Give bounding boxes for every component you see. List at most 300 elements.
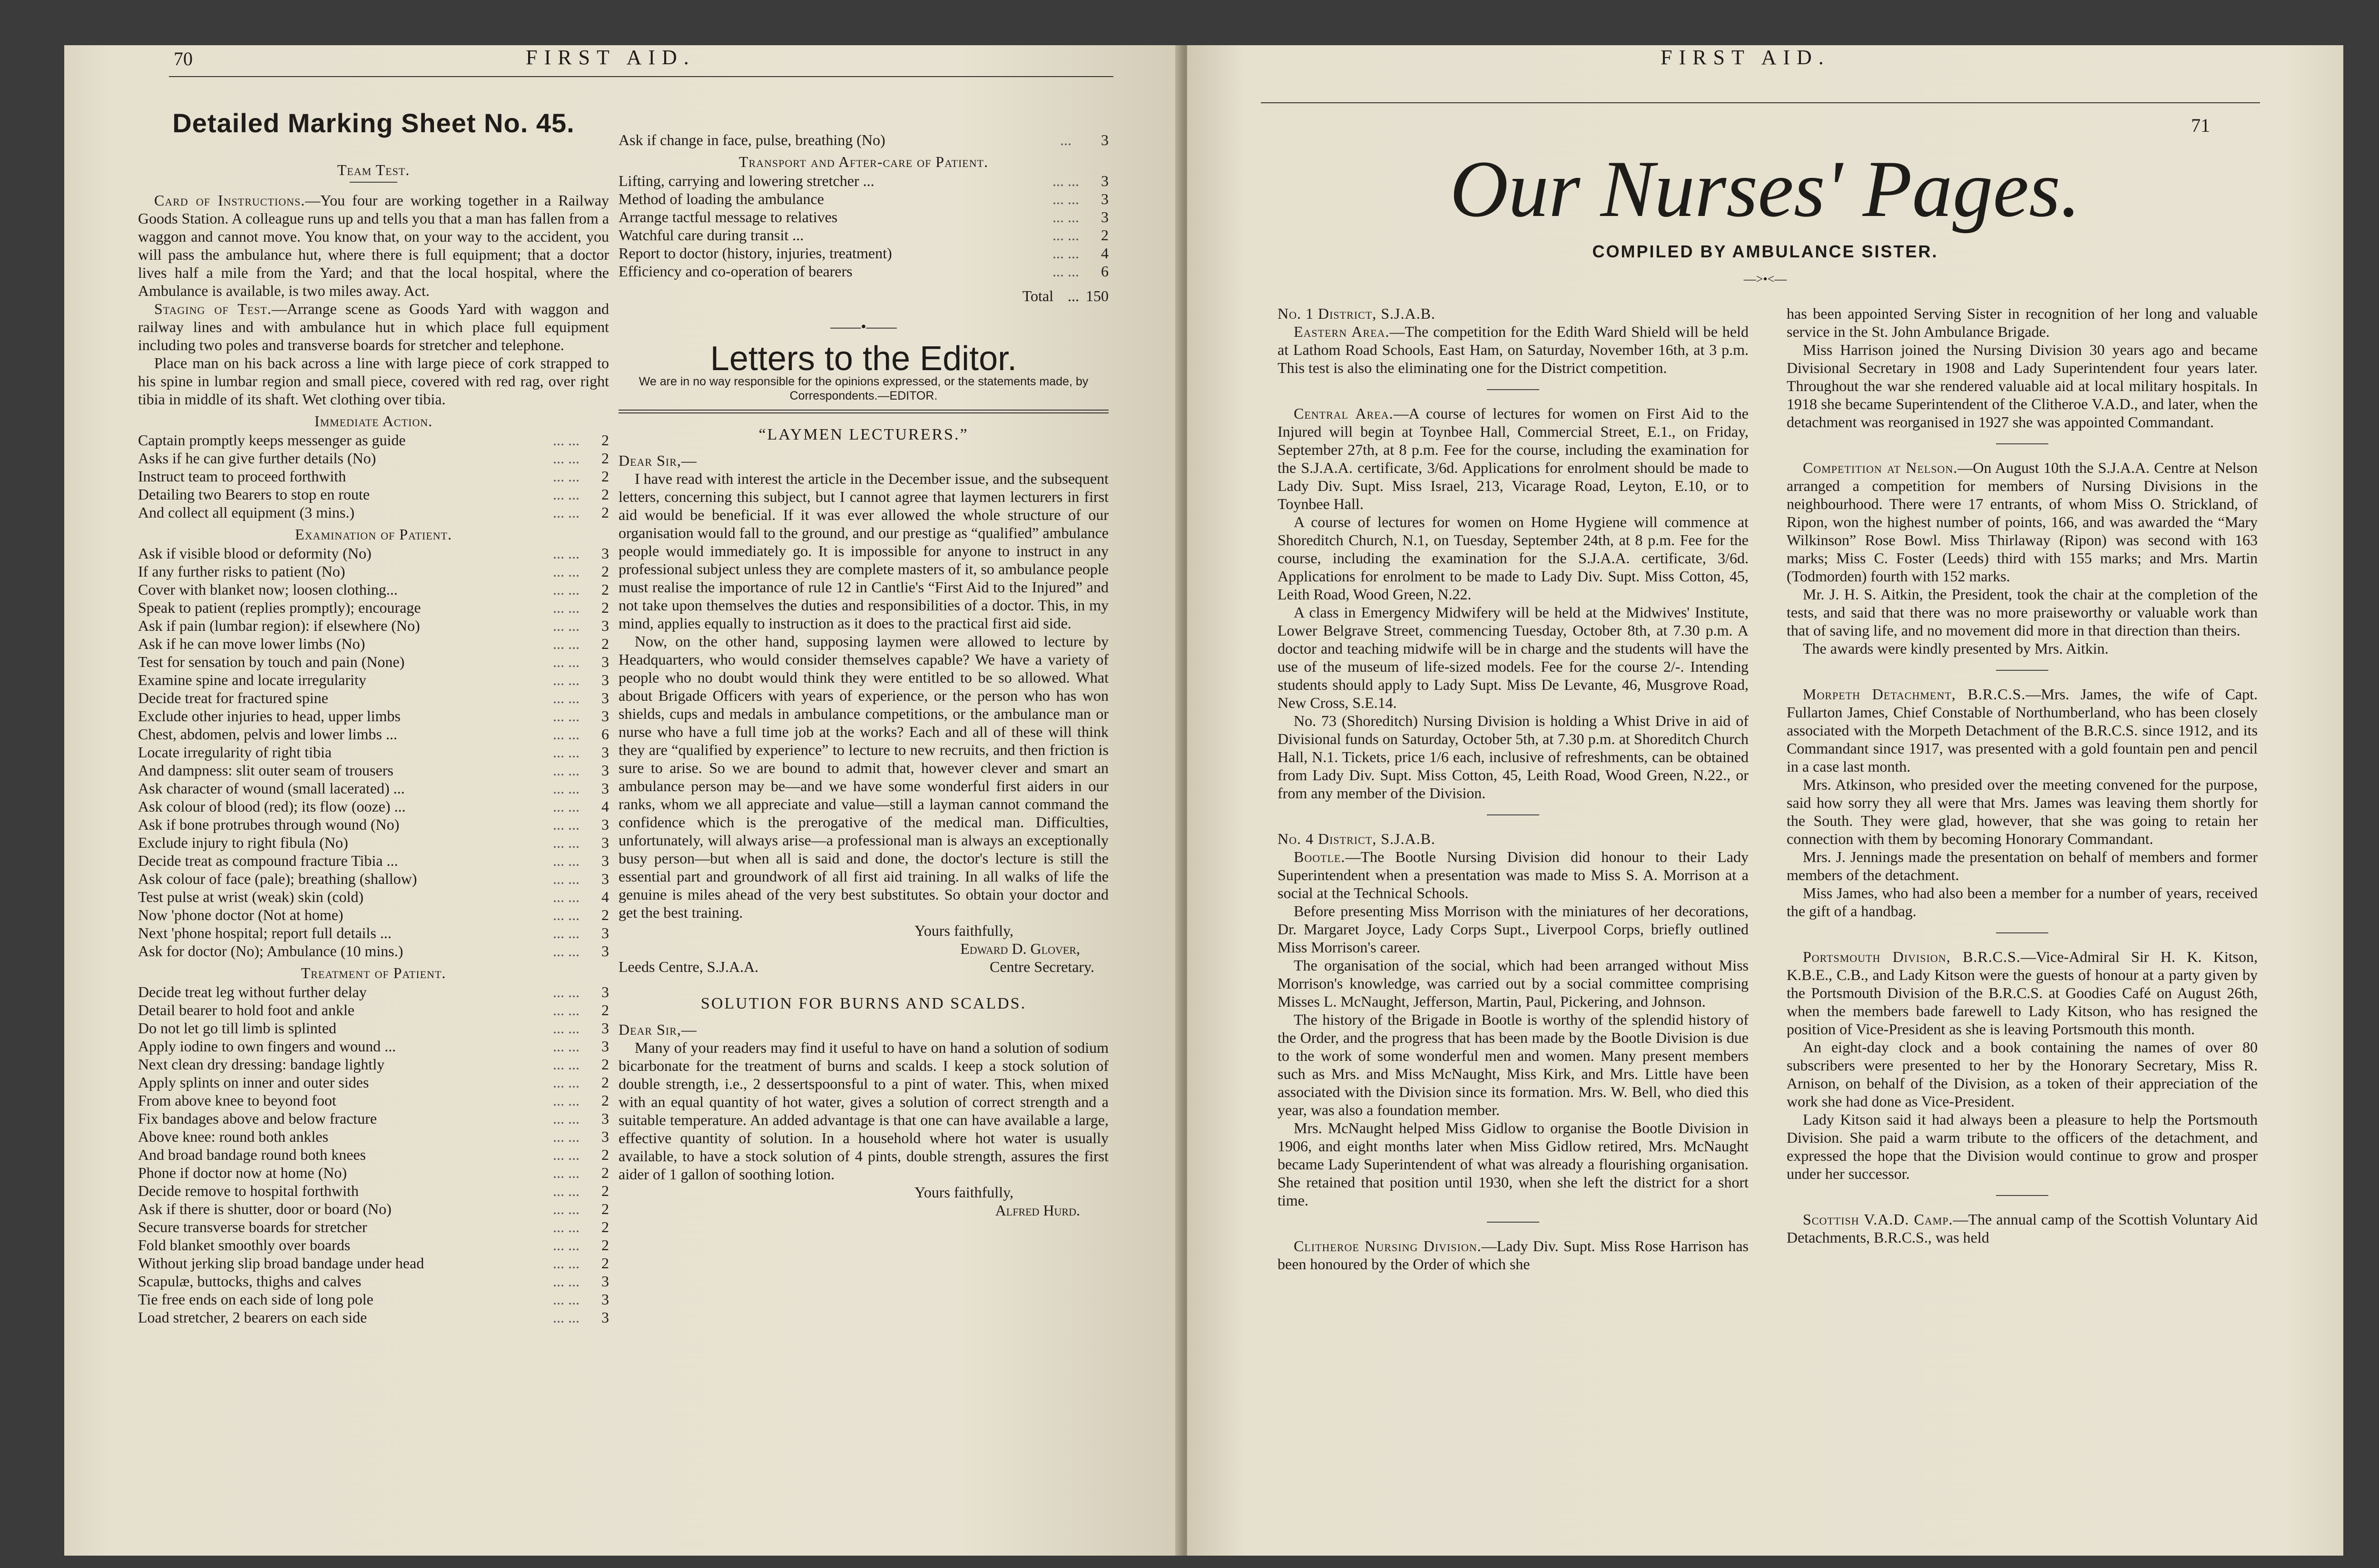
row-points: 2 xyxy=(601,635,609,652)
row-leader: ... ... xyxy=(553,689,580,706)
marking-row xyxy=(138,1001,609,1019)
transport-rows xyxy=(619,172,1109,280)
marking-row xyxy=(619,172,1109,190)
district4-heading: No. 4 District, S.J.A.B. xyxy=(1278,830,1435,847)
marking-row xyxy=(138,1164,609,1182)
harrison-paragraph: Miss Harrison joined the Nursing Division 30 years ago and became Divisional Secretary in 1908 and Lady Superintendent four years later. Throughout the war she rendered valuable aid at local military hospitals. In 1918 she became Superintendent of the Clitheroe V.A.D., and later, when the detachment was reorganised in 1927 she was appointed Commandant. xyxy=(1787,341,2258,431)
row-label: Decide treat as compound fracture Tibia ... xyxy=(138,852,398,869)
sheet-title: Detailed Marking Sheet No. 45. xyxy=(172,108,575,138)
row-leader: ... ... xyxy=(1052,226,1079,244)
row-label: And dampness: slit outer seam of trousers xyxy=(138,762,393,779)
row-leader: ... ... xyxy=(553,1146,580,1163)
row-points: 3 xyxy=(601,780,609,797)
letter1-paragraph: Now, on the other hand, supposing laymen were allowed to lecture by Headquarters, who would consider themselves capable? We have a variety of people who no doubt would think they were entitled to be so allowed. What about Brigade Officers with years of experience, or the person who has won shields, cups and medals in ambulance competitions, or the ambulance man or nurse who have a full time job at the works? Each and all of these will think they are “qualified by experience” to lecture to new recruits, and then friction is sure to arise. So we are bound to admit that, however clever and smart an ambulance person may be—and we have some wonderful first aiders in our ranks, whom we all appreciate and value—still a layman cannot command the confidence which is the prerogative of the medical man. Difficulties, unfortunately, will always arise—a professional man is always an exceptionally busy person—but when all is said and done, the doctor's lecture is still the essential part and groundwork of all first aid training. In all walks of life the genuine is miles ahead of the very best substitutes. So obtain your doctor and get the best training. xyxy=(619,633,1109,921)
portsmouth-text: —Vice-Admiral Sir H. K. Kitson, K.B.E., C.B., and Lady Kitson were the guests of honour at a party given by the Portsmouth Division of the B.R.C.S. at Goodies Café on August 26th, when the members bade farewell to Lady Kitson, who has resigned the position of Vice-President as she is leaving Portsmouth this month. xyxy=(1787,948,2258,1038)
row-label: And collect all equipment (3 mins.) xyxy=(138,504,354,521)
midwifery-paragraph: A class in Emergency Midwifery will be held at the Midwives' Institute, Lower Belgrave Street, commencing Tuesday, October 8th, at 7.30 p.m. A doctor and teaching midwife will be in charge and the students will have the use of the museum of life-sized models. Fee for the course 2/-. Intending students should apply to Lady Supt. Miss De Levante, 46, Musgrove Road, New Cross, S.E.14. xyxy=(1278,604,1749,711)
short-rule xyxy=(350,182,397,183)
marking-row xyxy=(138,1308,609,1326)
team-test-heading: Team Test. xyxy=(337,161,410,178)
morpeth-text: —Mrs. James, the wife of Capt. Fullarton James, Chief Constable of Northumberland, who has been closely associated with the Morpeth Detachment of the B.R.C.S. since 1912, and its Commandant since 1917, was presented with a gold fountain pen and pencil in a case last month. xyxy=(1787,686,2258,775)
row-leader: ... ... xyxy=(553,563,580,580)
row-points: 4 xyxy=(601,798,609,815)
marking-row xyxy=(619,262,1109,280)
card-lead: Card of Instructions. xyxy=(154,192,305,209)
row-label: Arrange tactful message to relatives xyxy=(619,208,838,225)
letter1-closing: Yours faithfully, xyxy=(914,922,1013,939)
central-paragraph xyxy=(1278,404,1749,513)
row-label: Load stretcher, 2 bearers on each side xyxy=(138,1309,367,1326)
row-points: 2 xyxy=(601,1146,609,1163)
marking-row xyxy=(619,190,1109,208)
row-leader: ... ... xyxy=(553,870,580,887)
row-label: Without jerking slip broad bandage under head xyxy=(138,1254,424,1272)
section-rule xyxy=(1487,389,1539,390)
row-label: And broad bandage round both knees xyxy=(138,1146,366,1163)
row-points: 2 xyxy=(601,1236,609,1254)
row-leader: ... ... xyxy=(553,798,580,815)
row-label: Tie free ends on each side of long pole xyxy=(138,1291,374,1308)
row-points: 3 xyxy=(601,983,609,1000)
marking-row xyxy=(138,580,609,598)
marking-row xyxy=(138,598,609,617)
title-ornament: —>•<— xyxy=(1743,272,1787,286)
marking-row xyxy=(138,544,609,562)
row-label: Ask if he can move lower limbs (No) xyxy=(138,635,365,652)
marking-row xyxy=(138,1073,609,1091)
ornament-divider: ——•—— xyxy=(830,318,897,335)
row-label: Now 'phone doctor (Not at home) xyxy=(138,906,344,923)
section-rule xyxy=(1996,932,2048,933)
row-leader: ... ... xyxy=(553,599,580,616)
marking-row xyxy=(138,779,609,797)
row-leader: ... ... xyxy=(553,1218,580,1235)
total-value: 150 xyxy=(1086,287,1109,304)
marking-row xyxy=(138,1236,609,1254)
marking-row xyxy=(138,1182,609,1200)
marking-row xyxy=(138,983,609,1001)
row-leader: ... ... xyxy=(553,450,580,467)
row-label: Decide treat leg without further delay xyxy=(138,983,367,1000)
row-points: 3 xyxy=(601,1273,609,1290)
staging-lead: Staging of Test. xyxy=(154,300,272,317)
marking-row xyxy=(138,1146,609,1164)
row-points: 4 xyxy=(601,888,609,905)
row-points: 3 xyxy=(1101,172,1109,189)
marking-row xyxy=(138,1091,609,1109)
row-leader: ... ... xyxy=(553,1309,580,1326)
row-points: 3 xyxy=(601,689,609,706)
row-label: Ask colour of face (pale); breathing (shallow) xyxy=(138,870,417,887)
row-points: 3 xyxy=(601,762,609,779)
compiled-by: COMPILED BY AMBULANCE SISTER. xyxy=(1592,242,1938,261)
row-points: 3 xyxy=(1101,190,1109,207)
row-leader: ... ... xyxy=(553,1291,580,1308)
row-label: Next clean dry dressing: bandage lightly xyxy=(138,1056,385,1073)
letter1-salutation: Dear Sir,— xyxy=(619,452,697,469)
section-rule xyxy=(1996,443,2048,444)
marking-row xyxy=(138,1019,609,1037)
marking-row xyxy=(138,707,609,725)
row-leader: ... ... xyxy=(1052,190,1079,207)
row-label: Secure transverse boards for stretcher xyxy=(138,1218,367,1235)
row-leader: ... ... xyxy=(553,983,580,1000)
row-label: Test pulse at wrist (weak) skin (cold) xyxy=(138,888,364,905)
marking-row xyxy=(138,689,609,707)
row-points: 3 xyxy=(601,924,609,941)
central-lead: Central Area. xyxy=(1294,405,1394,422)
row-leader: ... ... xyxy=(553,653,580,670)
row-points: 2 xyxy=(601,486,609,503)
nelson-text: —On August 10th the S.J.A.A. Centre at Nelson arranged a competition for members of Nursing Divisions in the neighbourhood. There were 17 entrants, of whom Miss O. Strickland, of Ripon, won the highest number of points, 166, and was awarded the “Mary Wilkinson” Rose Bowl. Miss Thirlaway (Ripon) was second with 163 marks; Miss C. Foster (Leeds) third with 155 marks; and Mrs. Martin (Todmorden) fourth with 152 marks. xyxy=(1787,459,2258,585)
marking-row xyxy=(138,503,609,521)
row-points: 6 xyxy=(1101,263,1109,280)
letter1-heading: “LAYMEN LECTURERS.” xyxy=(758,426,969,443)
section-heading: Immediate Action. xyxy=(314,412,433,430)
row-leader: ... ... xyxy=(553,545,580,562)
row-label: Ask character of wound (small lacerated) ... xyxy=(138,780,405,797)
double-rule xyxy=(619,410,1109,413)
marking-row xyxy=(138,467,609,485)
row-leader: ... ... xyxy=(553,1182,580,1199)
clitheroe-paragraph xyxy=(1278,1237,1749,1273)
row-label: Ask if pain (lumbar region): if elsewhere (No) xyxy=(138,617,420,634)
row-points: 2 xyxy=(601,906,609,923)
row-label: Speak to patient (replies promptly); encourage xyxy=(138,599,421,616)
letters-column xyxy=(619,131,1109,1219)
row-label: Locate irregularity of right tibia xyxy=(138,744,332,761)
letter1-signature: Edward D. Glover, xyxy=(960,940,1080,957)
row-points: 2 xyxy=(601,1218,609,1235)
marking-row xyxy=(138,1055,609,1073)
left-folio: 70 xyxy=(174,48,193,69)
row-points: 3 xyxy=(601,1291,609,1308)
section-heading: Examination of Patient. xyxy=(295,526,452,543)
organisation-paragraph: The organisation of the social, which had been arranged without Miss Morrison's knowledge, was carried out by a social committee comprising Misses L. McNaught, Jefferson, Martin, Paul, Pickering, and Johnson. xyxy=(1278,957,1749,1010)
marking-row xyxy=(138,725,609,743)
row-points: 2 xyxy=(601,1182,609,1199)
bootle-text: —The Bootle Nursing Division did honour to their Lady Superintendent when a presentation was made to Miss S. A. Morrison at a social at the Technical Schools. xyxy=(1278,848,1749,902)
total-row xyxy=(619,287,1109,305)
marking-row xyxy=(138,815,609,833)
eastern-paragraph xyxy=(1278,323,1749,377)
row-label: Cover with blanket now; loosen clothing... xyxy=(138,581,398,598)
mcnaught-paragraph: Mrs. McNaught helped Miss Gidlow to organise the Bootle Division in 1906, and eight months later when Miss Gidlow retired, Mrs. McNaught became Lady Superintendent of what was already a flourishing organisation. She retained that position until 1930, when she left the district for a short time. xyxy=(1278,1119,1749,1209)
marking-row xyxy=(138,1200,609,1218)
total-leader: ... xyxy=(1068,287,1079,304)
row-label: Ask if there is shutter, door or board (No) xyxy=(138,1200,392,1217)
marking-row xyxy=(138,1037,609,1055)
row-label: Watchful care during transit ... xyxy=(619,226,804,244)
nelson-lead: Competition at Nelson. xyxy=(1803,459,1958,476)
row-points: 3 xyxy=(601,707,609,725)
letter1-footer xyxy=(619,958,1109,976)
row-label: From above knee to beyond foot xyxy=(138,1092,336,1109)
letter2-paragraph: Many of your readers may find it useful to have on hand a solution of sodium bicarbonate for the treatment of burns and scalds. I keep a stock solution of double strength, i.e., 2 dessertspoonsful to a pint of water. This, when mixed with an equal quantity of hot water, gives a solution of correct strength and a suitable temperature. An added advantage is that one can have available a large, effective quantity of solution. In a household where hot water is usually available, to have a stock solution of 4 pints, double strength, assures the first aider of 1 gallon of soothing lotion. xyxy=(619,1039,1109,1183)
letter1-place: Leeds Centre, S.J.A.A. xyxy=(619,958,759,975)
row-leader: ... ... xyxy=(553,924,580,941)
row-leader: ... ... xyxy=(553,671,580,688)
row-leader: ... ... xyxy=(553,888,580,905)
row-label: Asks if he can give further details (No) xyxy=(138,450,376,467)
marking-row xyxy=(138,653,609,671)
central-text: —A course of lectures for women on First Aid to the Injured will begin at Toynbee Hall, Commercial Street, E.1., on Friday, September 27th, at 8 p.m. Fee for the course, including the examination for the S.J.A.A. certificate, 3/6d. Applications for enrolment should be made to Lady Div. Supt. Miss Israel, 213, Vicarage Road, Leyton, E.10, or to Toynbee Hall. xyxy=(1278,405,1749,512)
marking-row xyxy=(138,1109,609,1127)
scottish-lead: Scottish V.A.D. Camp. xyxy=(1803,1211,1953,1228)
marking-row xyxy=(138,761,609,779)
marking-row xyxy=(138,888,609,906)
row-label: Fix bandages above and below fracture xyxy=(138,1110,377,1127)
row-points: 3 xyxy=(601,852,609,869)
marking-row xyxy=(138,924,609,942)
right-head-rule xyxy=(1261,102,2260,103)
district1-heading: No. 1 District, S.J.A.B. xyxy=(1278,305,1435,322)
left-head-rule xyxy=(169,76,1113,77)
row-points: 2 xyxy=(601,468,609,485)
eastern-lead: Eastern Area. xyxy=(1294,323,1390,340)
whist-paragraph: No. 73 (Shoreditch) Nursing Division is holding a Whist Drive in aid of Divisional funds on Saturday, October 5th, at 7.30 p.m. at Shoreditch Church Hall, N.1. Tickets, price 1/6 each, inclusive of refreshments, can be obtained from Lady Div. Supt. Miss Cotton, 45, Leith Road, Wood Green, N.22., or from any member of the Division. xyxy=(1278,712,1749,802)
section-rule xyxy=(1996,670,2048,671)
row-leader: ... xyxy=(1060,131,1072,148)
scottish-paragraph xyxy=(1787,1210,2258,1246)
row-leader: ... ... xyxy=(553,1200,580,1217)
marking-row xyxy=(619,208,1109,226)
marking-row xyxy=(138,797,609,815)
row-leader: ... ... xyxy=(553,1164,580,1181)
row-label: Scapulæ, buttocks, thighs and calves xyxy=(138,1273,362,1290)
row-label: Ask for doctor (No); Ambulance (10 mins.) xyxy=(138,942,403,960)
row-leader: ... ... xyxy=(553,1236,580,1254)
marking-row xyxy=(138,833,609,852)
marking-row xyxy=(138,671,609,689)
row-points: 2 xyxy=(601,563,609,580)
marking-row xyxy=(138,870,609,888)
row-leader: ... ... xyxy=(553,431,580,449)
total-label: Total xyxy=(1022,287,1053,304)
letter1-paragraph: I have read with interest the article in the December issue, and the subsequent letters, concerning this subject, but I cannot agree that laymen lecturers in first aid would be beneficial. If it was ever allowed the whole structure of our organisation would fall to the ground, and our prestige as “qualified” ambulance people would immediately go. It is impossible for anyone to instruct in any professional subject unless they are complete masters of it, so ambulance people must realise the importance of rule 12 in Cantlie's “First Aid to the Injured” and not take upon themselves the duties and responsibilities of a doctor. This, in my mind, applies equally to instruction as it does to the practical first aid side. xyxy=(619,470,1109,632)
row-leader: ... ... xyxy=(553,1001,580,1019)
row-points: 2 xyxy=(601,431,609,449)
row-label: Detailing two Bearers to stop en route xyxy=(138,486,370,503)
row-points: 3 xyxy=(601,1110,609,1127)
row-label: Apply splints on inner and outer sides xyxy=(138,1074,369,1091)
row-points: 3 xyxy=(1101,131,1109,148)
marking-row xyxy=(138,635,609,653)
editor-disclaimer: We are in no way responsible for the opinions expressed, or the statements made, by Correspondents.—EDITOR. xyxy=(639,375,1089,402)
row-points: 3 xyxy=(601,870,609,887)
row-points: 3 xyxy=(1101,208,1109,225)
row-label: Ask if bone protrubes through wound (No) xyxy=(138,816,400,833)
cont-paragraph: has been appointed Serving Sister in recognition of her long and valuable service in the St. John Ambulance Brigade. xyxy=(1787,305,2258,340)
row-label: Ask if visible blood or deformity (No) xyxy=(138,545,372,562)
marking-row xyxy=(138,562,609,580)
row-points: 3 xyxy=(601,834,609,851)
card-paragraph xyxy=(138,191,609,300)
row-label: Test for sensation by touch and pain (None) xyxy=(138,653,405,670)
marking-row xyxy=(138,617,609,635)
row-label: Lifting, carrying and lowering stretcher ... xyxy=(619,172,875,189)
row-leader: ... ... xyxy=(553,707,580,725)
row-points: 2 xyxy=(601,1092,609,1109)
portsmouth-paragraph xyxy=(1787,948,2258,1038)
row-label: Exclude injury to right fibula (No) xyxy=(138,834,348,851)
row-label: Method of loading the ambulance xyxy=(619,190,824,207)
section-rule xyxy=(1996,1195,2048,1196)
row-leader: ... ... xyxy=(553,942,580,960)
row-leader: ... ... xyxy=(553,486,580,503)
right-folio: 71 xyxy=(2191,115,2210,136)
letter2-heading: SOLUTION FOR BURNS AND SCALDS. xyxy=(700,995,1027,1012)
row-label: Efficiency and co-operation of bearers xyxy=(619,263,853,280)
row-label: Decide treat for fractured spine xyxy=(138,689,328,706)
row-points: 2 xyxy=(601,599,609,616)
marking-row xyxy=(619,131,1109,149)
letter2-closing: Yours faithfully, xyxy=(914,1184,1013,1201)
row-label: Above knee: round both ankles xyxy=(138,1128,328,1145)
row-leader: ... ... xyxy=(553,816,580,833)
transport-heading: Transport and After-care of Patient. xyxy=(738,153,989,170)
row-leader: ... ... xyxy=(553,1056,580,1073)
hygiene-paragraph: A course of lectures for women on Home Hygiene will commence at Shoreditch Church, N.1, on Tuesday, September 24th, at 8 p.m. Fee for the course, including the examination for the S.J.A.A. certificate, 3/6d. Applications for enrolment to be made to Lady Div. Supt. Miss Cotton, 45, Leith Road, Wood Green, N.22. xyxy=(1278,513,1749,603)
row-points: 2 xyxy=(601,504,609,521)
row-leader: ... ... xyxy=(553,852,580,869)
row-leader: ... ... xyxy=(1052,172,1079,189)
section-heading: Treatment of Patient. xyxy=(301,964,446,981)
row-label: Ask colour of blood (red); its flow (ooze) ... xyxy=(138,798,406,815)
row-points: 2 xyxy=(601,1254,609,1272)
marking-row xyxy=(138,1290,609,1308)
nurses-pages-title: Our Nurses' Pages. xyxy=(1450,144,2081,234)
row-leader: ... ... xyxy=(553,504,580,521)
row-leader: ... ... xyxy=(553,1092,580,1109)
row-leader: ... ... xyxy=(553,1128,580,1145)
morpeth-paragraph xyxy=(1787,685,2258,775)
row-points: 3 xyxy=(601,816,609,833)
row-points: 3 xyxy=(601,1038,609,1055)
row-label: Captain promptly keeps messenger as guide xyxy=(138,431,406,449)
card-text: —You four are working together in a Railway Goods Station. A colleague runs up and tells you that a man has fallen from a waggon and cannot move. You know that, on your way to the accident, you will pass the ambulance hut, where there is full equipment; that a doctor lives half a mile from the Yard; and that the local hospital, where the Ambulance is available, is two miles away. Act. xyxy=(138,192,609,299)
staging-text: —Arrange scene as Goods Yard with waggon and railway lines and with ambulance hut in which place full equipment including two poles and transverse boards for stretcher and telephone. xyxy=(138,300,609,353)
before-paragraph: Before presenting Miss Morrison with the miniatures of her decorations, Dr. Margaret Joyce, Lady Corps Supt., Liverpool Corps, briefly outlined Miss Morrison's career. xyxy=(1278,902,1749,956)
morpeth-lead: Morpeth Detachment, B.R.C.S. xyxy=(1803,686,2026,703)
marking-row xyxy=(138,743,609,761)
row-points: 2 xyxy=(601,450,609,467)
marking-sections xyxy=(138,412,609,1326)
row-leader: ... ... xyxy=(553,834,580,851)
history-paragraph: The history of the Brigade in Bootle is worthy of the splendid history of the Order, and the progress that has been made by the Bootle Division is due to the work of some wonderful men and women. Many present members such as Mrs. and Miss McNaught, Miss Kirk, and Mrs. Little have been associated with the Division since its formation. Mrs. W. Bell, who died this year, was also a foundation member. xyxy=(1278,1011,1749,1118)
row-leader: ... ... xyxy=(553,581,580,598)
row-points: 4 xyxy=(1101,245,1109,262)
left-running-head: FIRST AID. xyxy=(526,46,696,69)
marking-row xyxy=(138,852,609,870)
james-paragraph: Miss James, who had also been a member for a number of years, received the gift of a handbag. xyxy=(1787,884,2258,920)
marking-row xyxy=(619,226,1109,244)
row-leader: ... ... xyxy=(553,762,580,779)
row-points: 3 xyxy=(601,942,609,960)
letters-title: Letters to the Editor. xyxy=(710,340,1017,378)
row-label: Decide remove to hospital forthwith xyxy=(138,1182,359,1199)
row-points: 3 xyxy=(601,545,609,562)
row-label: Next 'phone hospital; report full details ... xyxy=(138,924,392,941)
letter2-signature: Alfred Hurd. xyxy=(995,1202,1080,1219)
marking-row xyxy=(138,1272,609,1290)
row-label: Do not let go till limb is splinted xyxy=(138,1019,336,1037)
row-leader: ... ... xyxy=(1052,208,1079,225)
row-leader: ... ... xyxy=(553,1019,580,1037)
marking-row xyxy=(138,1254,609,1272)
letter2-salutation: Dear Sir,— xyxy=(619,1021,697,1038)
row-leader: ... ... xyxy=(553,635,580,652)
kitson-paragraph: Lady Kitson said it had always been a pleasure to help the Portsmouth Division. She paid a warm tribute to the officers of the detachment, and expressed the hope that the Division would continue to grow and prosper under her successor. xyxy=(1787,1111,2258,1182)
row-leader: ... ... xyxy=(1052,245,1079,262)
marking-row xyxy=(138,1127,609,1146)
row-label: Fold blanket smoothly over boards xyxy=(138,1236,351,1254)
row-leader: ... ... xyxy=(553,617,580,634)
row-points: 3 xyxy=(601,671,609,688)
bootle-lead: Bootle. xyxy=(1294,848,1346,865)
row-points: 3 xyxy=(601,617,609,634)
marking-row xyxy=(138,942,609,960)
row-points: 3 xyxy=(601,1019,609,1037)
row-label: Apply iodine to own fingers and wound ... xyxy=(138,1038,396,1055)
row-leader: ... ... xyxy=(553,1110,580,1127)
atkinson-paragraph: Mrs. Atkinson, who presided over the meeting convened for the purpose, said how sorry they all were that Mrs. James was leaving them shortly for the South. They were glad, however, that she was going to retain her connection with them by becoming Honorary Commandant. xyxy=(1787,776,2258,847)
aitkin-paragraph: Mr. J. H. S. Aitkin, the President, took the chair at the completion of the tests, and said that there was no more praiseworthy or valuable work than that of saving life, and no movement did more in that direction than theirs. xyxy=(1787,586,2258,639)
marking-row xyxy=(619,244,1109,262)
marking-row xyxy=(138,485,609,503)
row-label: Examine spine and locate irregularity xyxy=(138,671,366,688)
row-label: Detail bearer to hold foot and ankle xyxy=(138,1001,354,1019)
row-leader: ... ... xyxy=(553,1273,580,1290)
nurses-column-1 xyxy=(1278,304,1749,1273)
row-leader: ... ... xyxy=(553,906,580,923)
row-leader: ... ... xyxy=(553,1074,580,1091)
section-rule xyxy=(1487,814,1539,815)
nelson-paragraph xyxy=(1787,459,2258,585)
row-points: 6 xyxy=(601,725,609,743)
staging-paragraph xyxy=(138,300,609,354)
row-points: 3 xyxy=(601,653,609,670)
marking-row xyxy=(138,1218,609,1236)
scottish-text: —The annual camp of the Scottish Voluntary Aid Detachments, B.R.C.S., was held xyxy=(1787,1211,2258,1246)
portsmouth-lead: Portsmouth Division, B.R.C.S. xyxy=(1803,948,2021,965)
marking-row xyxy=(138,431,609,449)
row-label: Ask if change in face, pulse, breathing (No) xyxy=(619,131,885,148)
clitheroe-lead: Clitheroe Nursing Division. xyxy=(1294,1237,1482,1254)
row-points: 2 xyxy=(1101,226,1109,244)
row-leader: ... ... xyxy=(553,744,580,761)
row-points: 2 xyxy=(601,1056,609,1073)
clock-paragraph: An eight-day clock and a book containing the names of over 80 subscribers were presented to her by the Honorary Secretary, Miss R. Arnison, on behalf of the Division, as a token of their appreciation of the work she had done as Vice-President. xyxy=(1787,1039,2258,1110)
row-points: 3 xyxy=(601,1128,609,1145)
awards-paragraph: The awards were kindly presented by Mrs. Aitkin. xyxy=(1803,640,2109,657)
row-points: 2 xyxy=(601,1200,609,1217)
row-leader: ... ... xyxy=(553,725,580,743)
row-points: 2 xyxy=(601,581,609,598)
marking-row xyxy=(138,906,609,924)
row-leader: ... ... xyxy=(1052,263,1079,280)
row-points: 2 xyxy=(601,1074,609,1091)
row-leader: ... ... xyxy=(553,780,580,797)
row-leader: ... ... xyxy=(553,1254,580,1272)
jennings-paragraph: Mrs. J. Jennings made the presentation on behalf of members and former members of the detachment. xyxy=(1787,848,2258,883)
marking-sheet-column xyxy=(138,81,609,1326)
row-label: If any further risks to patient (No) xyxy=(138,563,345,580)
marking-row xyxy=(138,449,609,467)
row-leader: ... ... xyxy=(553,468,580,485)
row-points: 3 xyxy=(601,1309,609,1326)
letter1-role: Centre Secretary. xyxy=(989,958,1094,975)
